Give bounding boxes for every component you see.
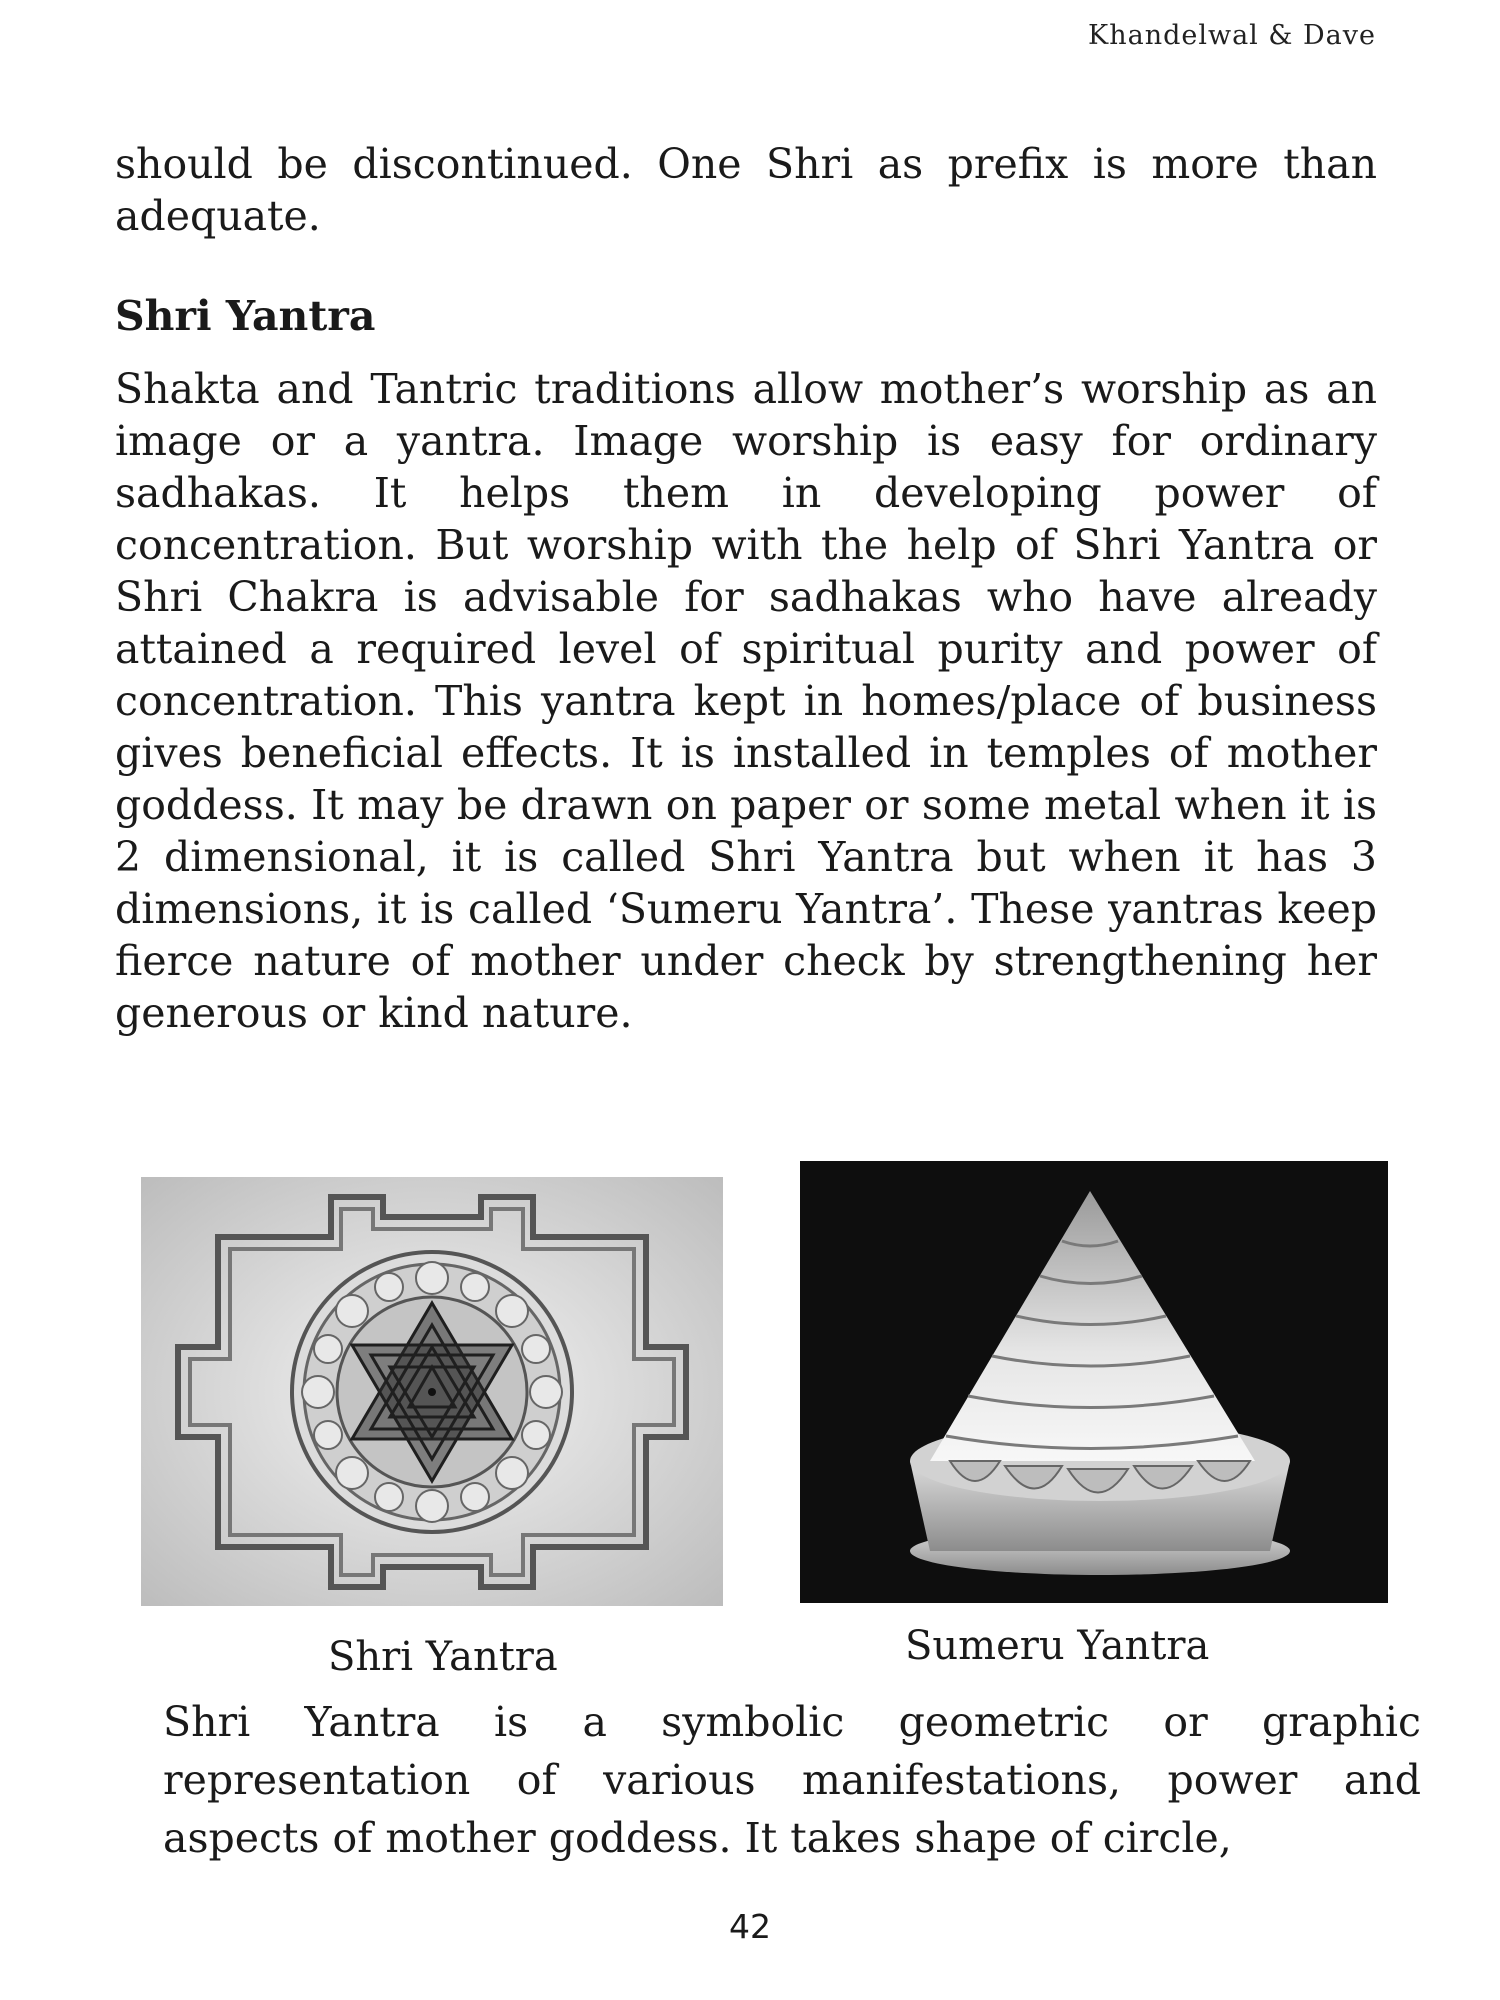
body-paragraph-2: Shri Yantra is a symbolic geometric or graphic representation of various manifestations, power and aspects of mother goddess. It takes shape of circle, (163, 1698, 1421, 1862)
sumeru-yantra-image (800, 1161, 1388, 1603)
section-heading: Shri Yantra (115, 292, 376, 340)
intro-paragraph: should be discontinued. One Shri as prefix is more than adequate. (115, 140, 1377, 240)
page-number: 42 (729, 1907, 771, 1946)
shri-yantra-caption: Shri Yantra (328, 1634, 558, 1680)
body-paragraph: Shakta and Tantric traditions allow mother’s worship as an image or a yantra. Image worship is easy for ordinary sadhakas. It helps them in developing power of concentration. But worship with the help of Shri Yantra or Shri Chakra is advisable for sadhakas who have already attained a required level of spiritual purity and power of concentration. This yantra kept in homes/place of business gives beneficial effects. It is installed in temples of mother goddess. It may be drawn on paper or some metal when it is 2 dimensional, it is called Shri Yantra but when it has 3 dimensions, it is called ‘Sumeru Yantra’. These yantras keep fierce nature of mother under check by strengthening her generous or kind nature. (115, 365, 1377, 1037)
sumeru-yantra-caption: Sumeru Yantra (905, 1623, 1210, 1669)
shri-yantra-image (141, 1177, 723, 1606)
running-head: Khandelwal & Dave (1088, 20, 1376, 51)
